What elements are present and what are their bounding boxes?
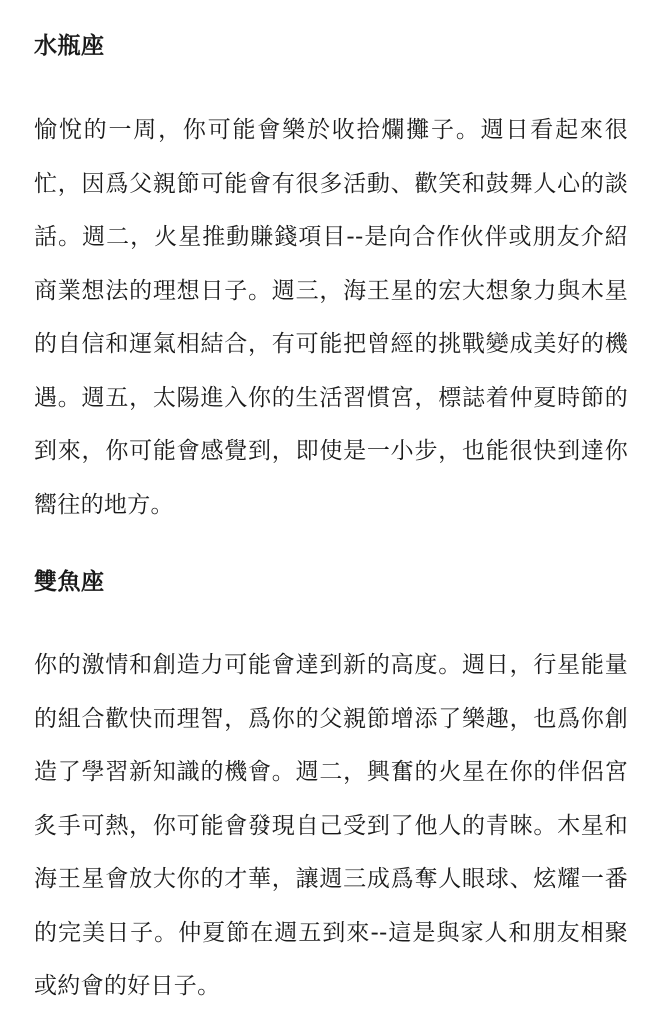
sign-heading-aquarius: 水瓶座 bbox=[34, 33, 105, 59]
sign-heading-pisces: 雙魚座 bbox=[34, 569, 105, 595]
sign-body-pisces: 你的激情和創造力可能會達到新的高度。週日，行星能量的組合歡快而理智，爲你的父親節增添了樂趣，也爲你創造了學習新知識的機會。週二，興奮的火星在你的伴侶宮炙手可熱，你可能會發現自己受到了他人的青睞。木星和海王星會放大你的才華，讓週三成爲奪人眼球、炫耀一番的完美日子。仲夏節在週五到來--這是與家人和朋友相聚或約會的好日子。 bbox=[34, 652, 628, 999]
sign-body-aquarius: 愉悅的一周，你可能會樂於收拾爛攤子。週日看起來很忙，因爲父親節可能會有很多活動、歡笑和鼓舞人心的談話。週二，火星推動賺錢項目--是向合作伙伴或朋友介紹商業想法的理想日子。週三，海王星的宏大想象力與木星的自信和運氣相結合，有可能把曾經的挑戰變成美好的機遇。週五，太陽進入你的生活習慣宮，標誌着仲夏時節的到來，你可能會感覺到，即使是一小步，也能很快到達你嚮往的地方。 bbox=[34, 117, 628, 518]
